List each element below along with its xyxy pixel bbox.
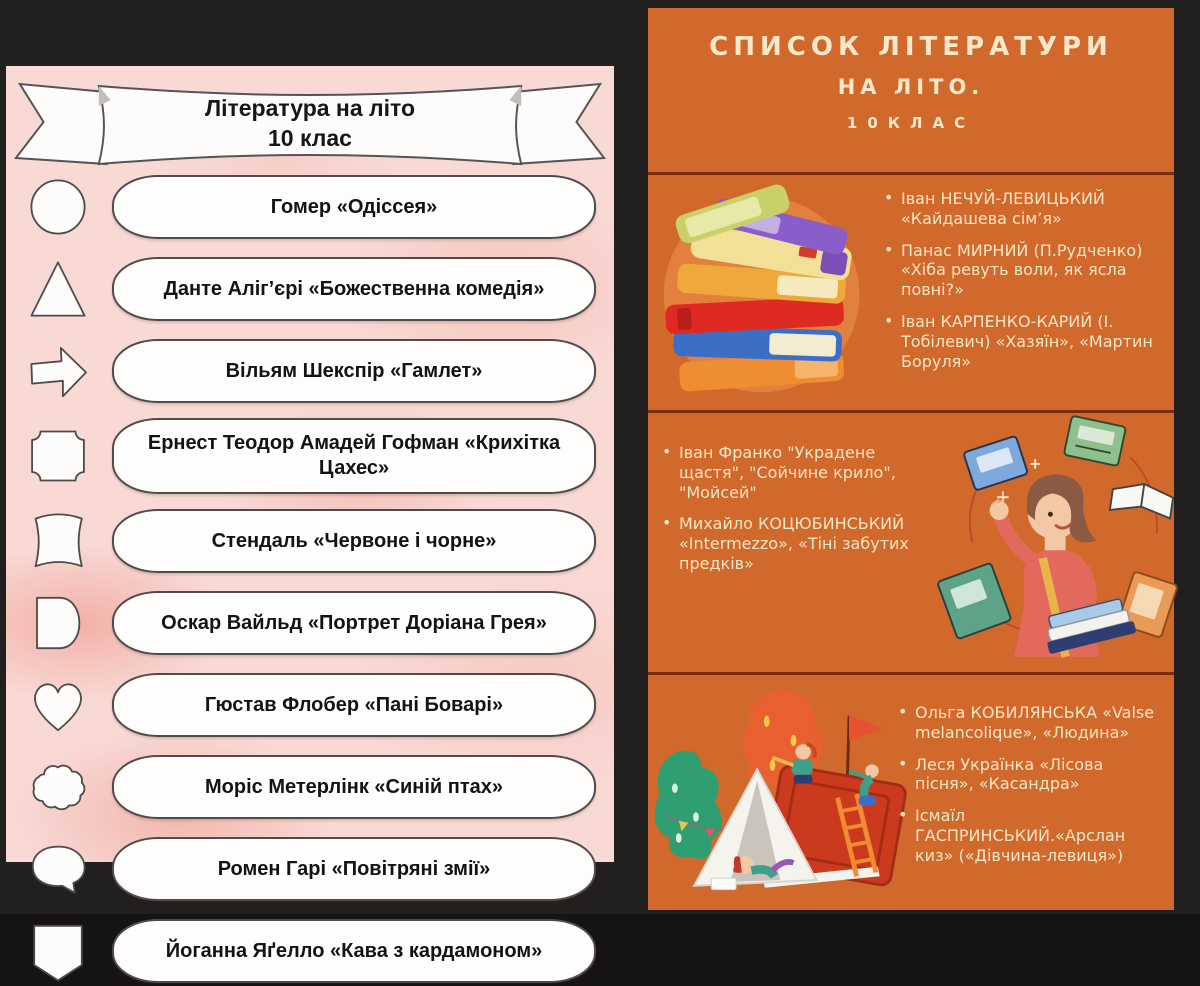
book-item-text: Йоганна Яґелло «Кава з кардамоном» [165, 939, 543, 962]
poster-title [98, 82, 522, 166]
book-item-pill [112, 418, 596, 494]
section-franko-kotsiubynsky [648, 410, 1174, 672]
poster-title-line1: Література на літо [204, 95, 416, 122]
book-item-text: Ромен Гарі «Повітряні змії» [217, 857, 491, 880]
right-poster-title [648, 8, 1174, 172]
speech-bubble-shape-icon [23, 834, 93, 904]
book-item-pill [112, 755, 596, 819]
list-item: • Михайло КОЦЮБИНСЬКИЙ «Intermezzo», «Тіні забутих предків» [662, 514, 940, 573]
book-item-pill [112, 837, 596, 901]
list-item: • Ольга КОБИЛЯНСЬКА «Valse melancolique», «Людина» [898, 703, 1166, 743]
book-item-text: Гомер «Одіссея» [270, 195, 438, 218]
arrow-right-shape-icon [23, 336, 93, 406]
pocket-shape-icon [23, 916, 93, 986]
list-row [12, 506, 596, 576]
list-item: • Іван Франко "Украдене щастя", "Сойчине крило", "Мойсей" [662, 443, 940, 502]
book-item-pill [112, 339, 596, 403]
triangle-shape-icon [23, 254, 93, 324]
book-item-text: Данте Аліг’єрі «Божественна комедія» [163, 277, 545, 300]
plaque-shape-icon [23, 421, 93, 491]
right-poster [648, 8, 1174, 910]
section-classic-authors [648, 172, 1174, 410]
circle-shape-icon [23, 172, 93, 242]
list-item: • Іван КАРПЕНКО-КАРИЙ (І. Тобілевич) «Хазяїн», «Мартин Боруля» [884, 312, 1164, 371]
reading-list-2 [648, 413, 940, 672]
book-stack-illustration [652, 179, 877, 404]
book-item-pill [112, 509, 596, 573]
book-list [6, 166, 614, 986]
book-item-text: Гюстав Флобер «Пані Боварі» [204, 693, 504, 716]
list-row [12, 588, 596, 658]
book-item-pill [112, 257, 596, 321]
right-title-line2: НА ЛІТО. [837, 75, 985, 99]
page-shape-icon [23, 506, 93, 576]
poster-title-line2: 10 клас [268, 125, 352, 151]
heart-shape-icon [23, 670, 93, 740]
section-ukrainian-women-authors [648, 672, 1174, 910]
list-item: • Іван НЕЧУЙ-ЛЕВИЦЬКИЙ «Кайдашева сім’я» [884, 189, 1164, 229]
list-row [12, 670, 596, 740]
book-item-text: Моріс Метерлінк «Синій птах» [205, 775, 503, 798]
book-item-pill [112, 673, 596, 737]
list-item: • Панас МИРНИЙ (П.Рудченко) «Хіба ревуть воли, як ясла повні?» [884, 241, 1164, 300]
title-banner [8, 74, 612, 166]
book-item-pill [112, 175, 596, 239]
book-item-pill [112, 919, 596, 983]
cloud-shape-icon [23, 752, 93, 822]
list-row [12, 336, 596, 406]
reading-list-3 [898, 675, 1174, 910]
list-row [12, 916, 596, 986]
book-item-text: Оскар Вайльд «Портрет Доріана Грея» [161, 611, 547, 634]
list-row [12, 172, 596, 242]
reading-list-1 [882, 175, 1174, 410]
list-item: • Ісмаїл ГАСПРИНСЬКИЙ.«Арслан киз» («Дівчина-левиця») [898, 806, 1166, 865]
book-item-text: Стендаль «Червоне і чорне» [211, 529, 497, 552]
book-item-pill [112, 591, 596, 655]
book-item-text: Ернест Теодор Амадей Гофман «Крихітка Цахес» [147, 432, 561, 479]
list-row [12, 834, 596, 904]
list-item: • Леся Українка «Лісова пісня», «Касандра» [898, 755, 1166, 795]
arch-shape-icon [23, 588, 93, 658]
left-poster [6, 66, 614, 962]
woman-with-books-illustration [944, 419, 1172, 657]
list-row [12, 418, 596, 494]
right-title-line1: СПИСОК ЛІТЕРАТУРИ [709, 32, 1113, 62]
list-row [12, 752, 596, 822]
list-row [12, 254, 596, 324]
right-title-line3: 10КЛАС [846, 114, 976, 132]
book-tent-camp-illustration [650, 683, 894, 905]
book-item-text: Вільям Шекспір «Гамлет» [225, 359, 483, 382]
